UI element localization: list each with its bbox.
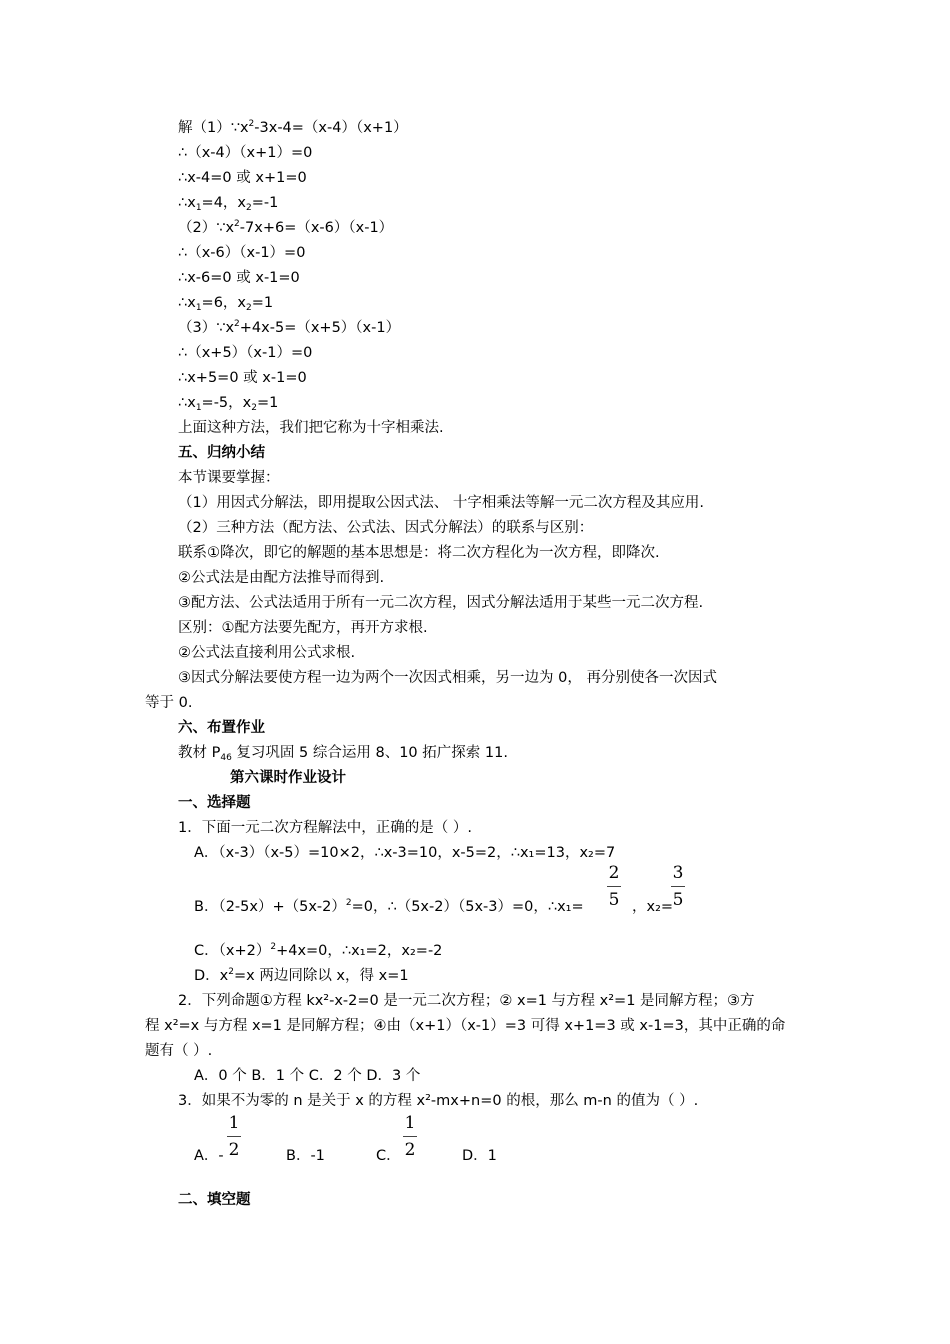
homework-line: 教材 $P_{46}$ 复习巩固 5 综合运用 8、10 拓广探索 11.	[178, 745, 508, 763]
solution-line-3: ∴x-4=0 或 x+1=0	[178, 170, 307, 186]
fraction-three-fifths: 3 5	[672, 863, 684, 910]
question-1-option-b-x2: ，x₂=	[632, 899, 674, 915]
fraction-one-half-a: 1 2	[228, 1113, 240, 1160]
summary-line-3: （2）三种方法（配方法、公式法、因式分解法）的联系与区别：	[178, 520, 594, 536]
question-1: 1．下面一元二次方程解法中，正确的是（ ）.	[178, 820, 472, 836]
solution-line-8: $\therefore x_1=6$，$x_2=1$	[178, 295, 274, 313]
fraction-one-half-c: 1 2	[404, 1113, 416, 1160]
summary-line-10: 等于 0.	[145, 695, 193, 711]
section-heading-choice: 一、选择题	[178, 795, 251, 811]
summary-line-9: ③因式分解法要使方程一边为两个一次因式相乘，另一边为 0， 再分别使各一次因式	[178, 670, 717, 686]
question-2-line-3: 题有（ ）.	[145, 1043, 213, 1059]
summary-line-4: 联系①降次，即它的解题的基本思想是：将二次方程化为一次方程，即降次.	[178, 545, 660, 561]
method-note: 上面这种方法，我们把它称为十字相乘法.	[178, 420, 444, 436]
solution-line-4: $\therefore x_1=4$，$x_2=-1$	[178, 195, 279, 213]
solution-line-6: ∴（x-6）（x-1）=0	[178, 245, 306, 261]
question-1-option-b: B．$(2-5x)+(5x-2)^2=0$，∴（5x-2）（5x-3）=0，∴x₁=	[194, 898, 584, 915]
question-3-option-b: B．-1	[286, 1148, 325, 1164]
summary-line-5: ②公式法是由配方法推导而得到.	[178, 570, 385, 586]
solution-line-12: $\therefore x_1=-5$，$x_2=1$	[178, 395, 279, 413]
summary-line-7: 区别：①配方法要先配方，再开方求根.	[178, 620, 428, 636]
question-3: 3．如果不为零的 n 是关于 x 的方程 x²-mx+n=0 的根，那么 m-n 的值为（ ）.	[178, 1093, 699, 1109]
section-heading-homework: 六、布置作业	[178, 720, 265, 736]
solution-line-11: ∴x+5=0 或 x-1=0	[178, 370, 307, 386]
solution-line-7: ∴x-6=0 或 x-1=0	[178, 270, 300, 286]
summary-line-8: ②公式法直接利用公式求根.	[178, 645, 356, 661]
question-2-line-2: 程 x²=x 与方程 x=1 是同解方程；④由（x+1）（x-1）=3 可得 x+1=3 或 x-1=3，其中正确的命	[145, 1018, 786, 1034]
question-3-option-c: C．	[376, 1148, 401, 1164]
question-1-option-d: D．$x^2=x$ 两边同除以 x，得 x=1	[194, 967, 409, 984]
section-heading-fill: 二、填空题	[178, 1192, 251, 1208]
summary-line-1: 本节课要掌握：	[178, 470, 280, 486]
question-2-line-1: 2．下列命题①方程 kx²-x-2=0 是一元二次方程；② x=1 与方程 x²=1 是同解方程；③方	[178, 993, 755, 1009]
solution-line-2: ∴（x-4）（x+1）=0	[178, 145, 313, 161]
solution-line-10: ∴（x+5）（x-1）=0	[178, 345, 313, 361]
solution-line-9: $(3)\because x^2+4x-5=(x+5)(x-1)$	[178, 319, 401, 336]
fraction-two-fifths: 2 5	[608, 863, 620, 910]
worksheet-title: 第六课时作业设计	[230, 770, 346, 786]
question-1-option-a: A．（x-3）（x-5）=10×2，∴x-3=10，x-5=2，∴x₁=13，x₂=7	[194, 845, 616, 861]
section-heading-summary: 五、归纳小结	[178, 445, 265, 461]
question-3-option-d: D．1	[462, 1148, 497, 1164]
question-2-options: A．0 个 B．1 个 C．2 个 D．3 个	[194, 1068, 421, 1084]
solution-line-5: $(2)\because x^2-7x+6=(x-6)(x-1)$	[178, 219, 394, 236]
question-3-option-a: A．-	[194, 1148, 224, 1164]
solution-line-1: 解$(1)\because x^2-3x-4=(x-4)(x+1)$	[178, 119, 408, 136]
question-1-option-c: C．$(x+2)^2+4x=0$，∴x₁=2，x₂=-2	[194, 942, 443, 959]
summary-line-6: ③配方法、公式法适用于所有一元二次方程，因式分解法适用于某些一元二次方程.	[178, 595, 704, 611]
summary-line-2: （1）用因式分解法，即用提取公因式法、 十字相乘法等解一元二次方程及其应用.	[178, 495, 704, 511]
